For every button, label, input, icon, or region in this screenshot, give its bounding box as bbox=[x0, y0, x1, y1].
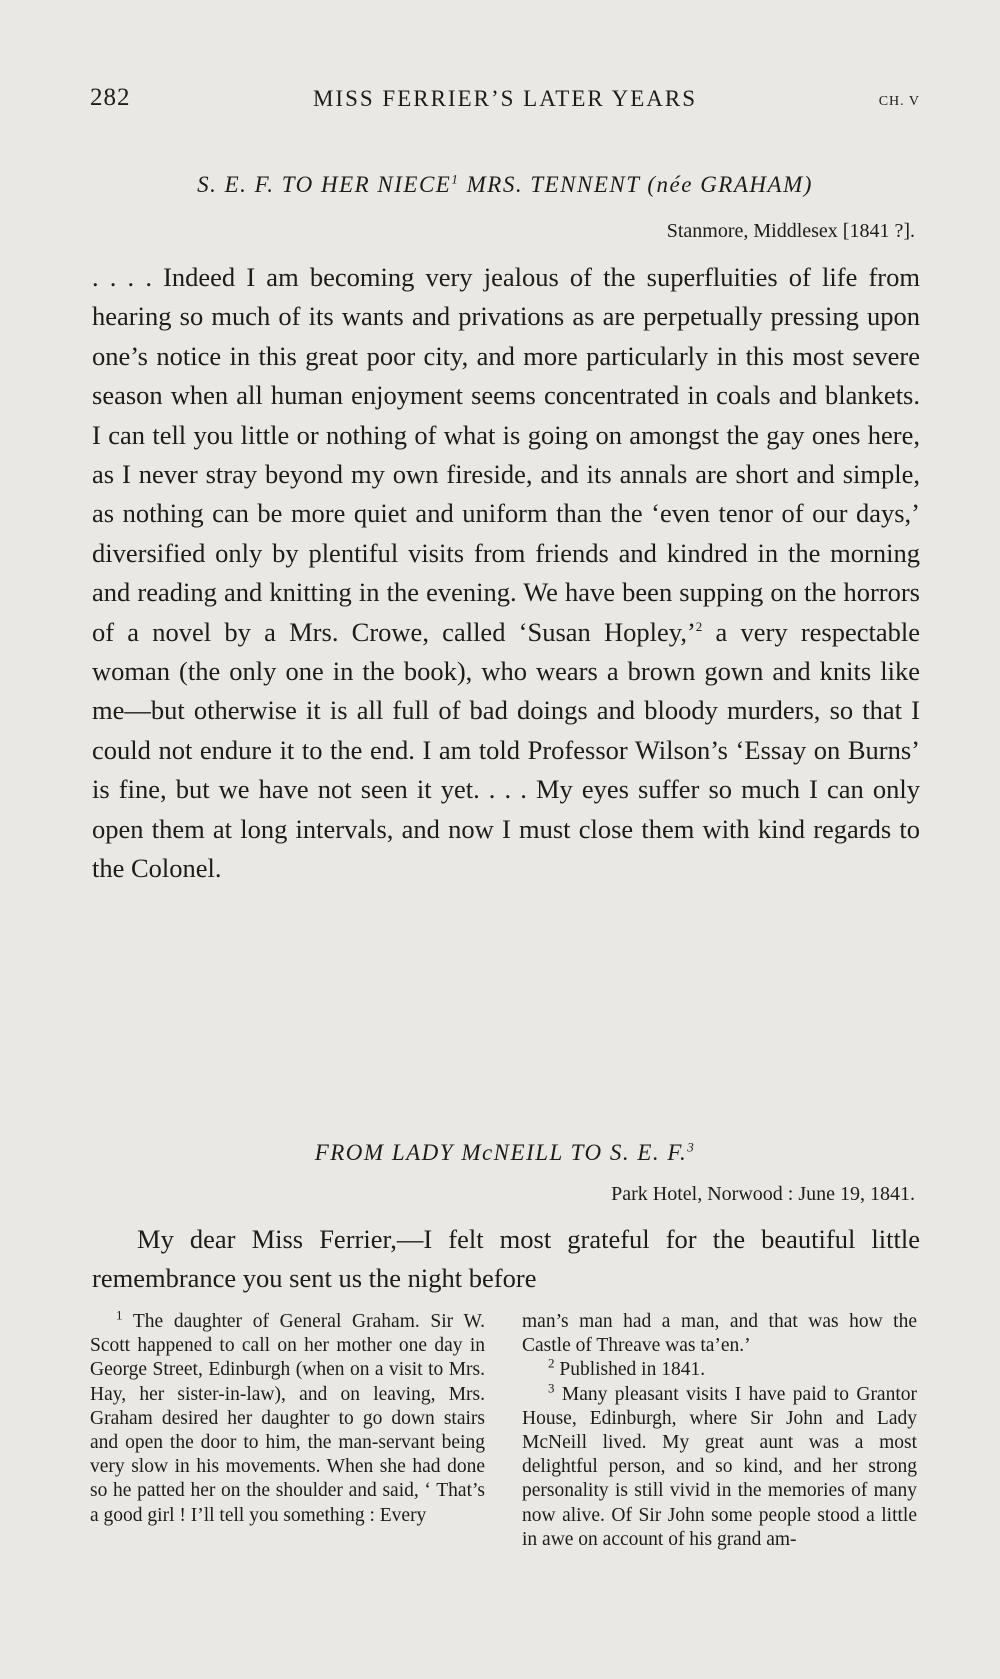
footnote-marker: 3 bbox=[687, 1139, 696, 1155]
footnote-column-right bbox=[522, 1310, 917, 1552]
footnote-marker: 2 bbox=[548, 1355, 555, 1371]
letter-heading-text: FROM LADY McNEILL TO S. E. F. bbox=[314, 1140, 688, 1165]
letter-body bbox=[92, 258, 920, 889]
letter-heading-text: S. E. F. TO HER NIECE bbox=[197, 172, 452, 197]
footnote bbox=[90, 1307, 485, 1528]
letter-paragraph bbox=[92, 258, 920, 889]
footnote-text: Many pleasant visits I have paid to Grantor House, Edinburgh, where Sir John and Lady McNeill lived. My great aunt was a most delightful person, and so kind, and her strong personality is still vivid in the memories of many now alive. Of Sir John some people stood a little in awe on account of his grand am- bbox=[522, 1383, 917, 1550]
letter-heading bbox=[90, 1140, 920, 1166]
footnote bbox=[522, 1355, 917, 1382]
letter-text: . . . . Indeed I am becoming very jealous of the superfluities of life from hearing so much of its wants and privations as are perpetually pressing upon one’s notice in this great poor city, and more particularly in this most severe season when all human enjoyment seems concentrated in coals and blankets. I can tell you little or nothing of what is going on amongst the gay ones here, as I never stray beyond my own fireside, and its annals are short and simple, as nothing can be more quiet and uniform than the ‘even tenor of our days,’ diversified only by plentiful visits from friends and kindred in the morning and reading and knitting in the evening. We have been supping on the horrors of a novel by a Mrs. Crowe, called ‘Susan Hopley,’ bbox=[92, 262, 920, 647]
letter-body bbox=[92, 1220, 920, 1299]
letter-paragraph: My dear Miss Ferrier,—I felt most grateful for the beautiful little remembrance you sent us the night before bbox=[92, 1224, 920, 1294]
footnote-marker: 1 bbox=[451, 171, 460, 187]
footnote-text: The daughter of General Graham. Sir W. Scott happened to call on her mother one day in George Street, Edinburgh (when on a visit to Mrs. Hay, her sister-in-law), and on leaving, Mrs. Graham desired her daughter to go down stairs and open the door to him, the man-servant being very slow in his movements. When she had done so he patted her on the shoulder and said, ‘ That’s a good girl ! I’ll tell you something : Every bbox=[90, 1311, 485, 1526]
footnote-text: Published in 1841. bbox=[554, 1359, 706, 1381]
footnote-continuation: man’s man had a man, and that was how the Castle of Threave was ta’en.’ bbox=[522, 1311, 917, 1357]
letter-place-date: Stanmore, Middlesex [1841 ?]. bbox=[666, 220, 915, 242]
running-head bbox=[90, 84, 920, 124]
footnote bbox=[522, 1380, 917, 1552]
footnote-marker: 2 bbox=[695, 618, 703, 634]
footnote-column-left bbox=[90, 1307, 485, 1528]
running-title: MISS FERRIER’S LATER YEARS bbox=[312, 86, 698, 111]
footnote-marker: 1 bbox=[116, 1307, 123, 1323]
letter-heading-text-cont: MRS. TENNENT (née GRAHAM) bbox=[459, 172, 813, 197]
chapter-reference: CH. V bbox=[878, 94, 920, 109]
letter-place-date: Park Hotel, Norwood : June 19, 1841. bbox=[611, 1183, 915, 1205]
footnotes bbox=[90, 1307, 920, 1630]
footnote-marker: 3 bbox=[548, 1380, 555, 1396]
page-number: 282 bbox=[90, 84, 131, 111]
letter-heading bbox=[90, 172, 920, 198]
letter-text-cont: a very respectable woman (the only one in the book), who wears a brown gown and knits like me—but otherwise it is all full of bad doings and bloody murders, so that I could not endure it to the end. I am told Professor Wilson’s ‘Essay on Burns’ is fine, but we have not seen it yet. . . . My eyes suffer so much I can only open them at long intervals, and now I must close them with kind regards to the Colonel. bbox=[92, 616, 920, 884]
